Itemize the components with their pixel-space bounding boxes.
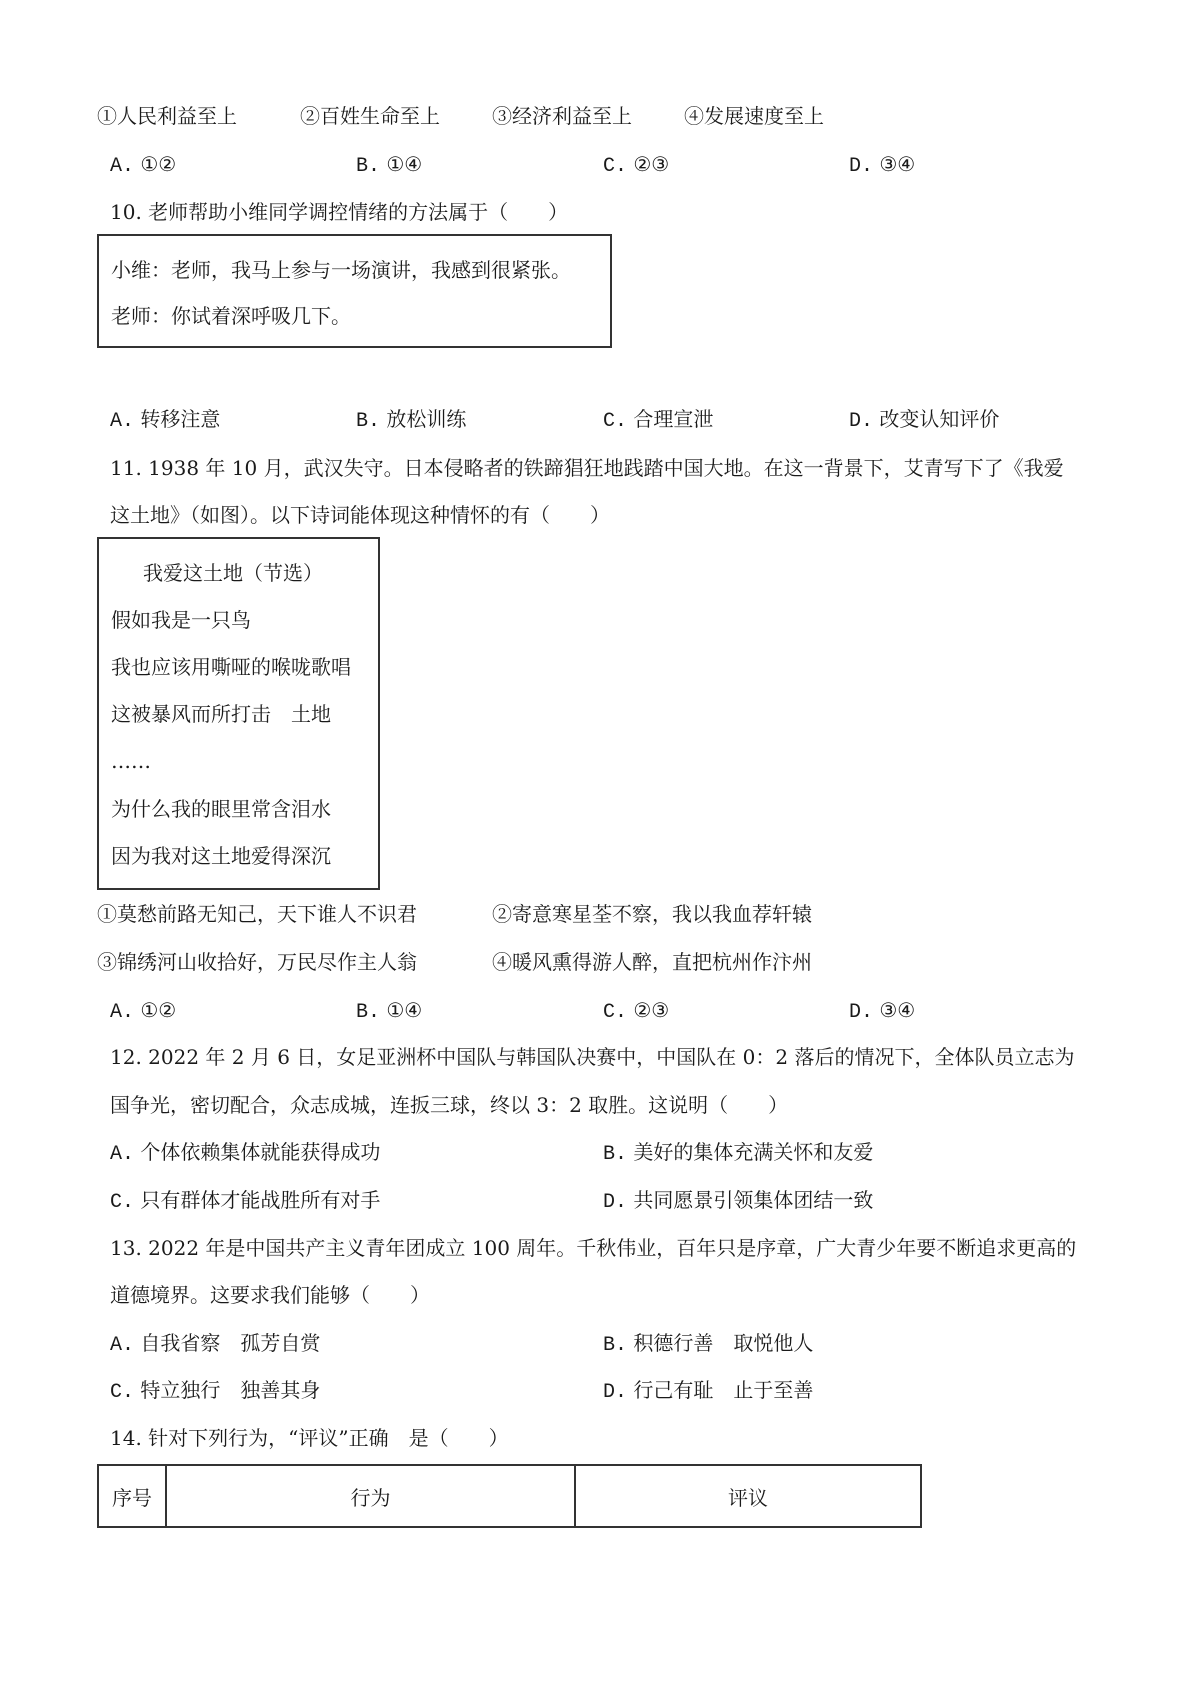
q11-poem-line-4: …… bbox=[111, 749, 151, 773]
table-header-row bbox=[98, 1465, 921, 1527]
q13-option-b[interactable]: B. 积德行善 取悦他人 bbox=[603, 1331, 814, 1357]
q12-stem-line-1: 12. 2022 年 2 月 6 日，女足亚洲杯中国队与韩国队决赛中，中国队在 0：2 落后的情况下，全体队员立志为 bbox=[110, 1045, 1075, 1069]
table-header-behavior: 行为 bbox=[166, 1465, 575, 1527]
q13-option-c[interactable]: C. 特立独行 独善其身 bbox=[110, 1378, 321, 1404]
q11-poem-line-3: 这被暴风而所打击 土地 bbox=[111, 702, 331, 726]
q9-option-b[interactable]: B. ①④ bbox=[356, 152, 423, 178]
q9-statement-1: ①人民利益至上 bbox=[97, 104, 237, 128]
q9-option-c[interactable]: C. ②③ bbox=[603, 152, 670, 178]
q11-poem-line-5: 为什么我的眼里常含泪水 bbox=[111, 797, 331, 821]
q11-stem-line-1: 11. 1938 年 10 月，武汉失守。日本侵略者的铁蹄猖狂地践踏中国大地。在这一背景下，艾青写下了《我爱 bbox=[110, 456, 1064, 480]
q10-option-c[interactable]: C. 合理宣泄 bbox=[603, 407, 714, 433]
q14-table bbox=[97, 1464, 922, 1528]
q11-poem-box bbox=[97, 537, 380, 890]
q11-option-a[interactable]: A. ①② bbox=[110, 998, 177, 1024]
q10-option-a[interactable]: A. 转移注意 bbox=[110, 407, 221, 433]
table-header-comment: 评议 bbox=[575, 1465, 921, 1527]
q11-option-d[interactable]: D. ③④ bbox=[849, 998, 916, 1024]
q10-dialogue-box bbox=[97, 234, 612, 348]
q11-poem-title: 我爱这土地（节选） bbox=[143, 561, 323, 585]
q10-dialogue-line-2: 老师：你试着深呼吸几下。 bbox=[111, 304, 351, 328]
q13-stem-line-2: 道德境界。这要求我们能够（ ） bbox=[110, 1283, 430, 1307]
q14-stem: 14. 针对下列行为，“评议”正确 是（ ） bbox=[110, 1426, 509, 1450]
q10-option-b[interactable]: B. 放松训练 bbox=[356, 407, 467, 433]
q12-option-c[interactable]: C. 只有群体才能战胜所有对手 bbox=[110, 1188, 381, 1214]
q12-option-a[interactable]: A. 个体依赖集体就能获得成功 bbox=[110, 1140, 381, 1166]
q11-option-b[interactable]: B. ①④ bbox=[356, 998, 423, 1024]
q13-option-a[interactable]: A. 自我省察 孤芳自赏 bbox=[110, 1331, 321, 1357]
q9-statement-3: ③经济利益至上 bbox=[492, 104, 632, 128]
q11-statement-2: ②寄意寒星荃不察，我以我血荐轩辕 bbox=[492, 902, 812, 926]
q13-stem-line-1: 13. 2022 年是中国共产主义青年团成立 100 周年。千秋伟业，百年只是序章，广大青少年要不断追求更高的 bbox=[110, 1236, 1077, 1260]
q10-stem: 10. 老师帮助小维同学调控情绪的方法属于（ ） bbox=[110, 200, 569, 224]
q11-option-c[interactable]: C. ②③ bbox=[603, 998, 670, 1024]
q11-stem-line-2: 这土地》（如图）。以下诗词能体现这种情怀的有（ ） bbox=[110, 503, 610, 527]
q9-statement-2: ②百姓生命至上 bbox=[300, 104, 440, 128]
q9-option-d[interactable]: D. ③④ bbox=[849, 152, 916, 178]
q12-option-d[interactable]: D. 共同愿景引领集体团结一致 bbox=[603, 1188, 874, 1214]
q10-option-d[interactable]: D. 改变认知评价 bbox=[849, 407, 1000, 433]
q9-option-a[interactable]: A. ①② bbox=[110, 152, 177, 178]
q9-statement-4: ④发展速度至上 bbox=[684, 104, 824, 128]
q12-stem-line-2: 国争光，密切配合，众志成城，连扳三球，终以 3：2 取胜。这说明（ ） bbox=[110, 1093, 789, 1117]
q11-poem-line-1: 假如我是一只鸟 bbox=[111, 608, 251, 632]
q11-statement-4: ④暖风熏得游人醉，直把杭州作汴州 bbox=[492, 950, 812, 974]
q11-statement-3: ③锦绣河山收拾好，万民尽作主人翁 bbox=[97, 950, 417, 974]
q12-option-b[interactable]: B. 美好的集体充满关怀和友爱 bbox=[603, 1140, 874, 1166]
q11-statement-1: ①莫愁前路无知己，天下谁人不识君 bbox=[97, 902, 417, 926]
table-header-index: 序号 bbox=[98, 1465, 166, 1527]
q13-option-d[interactable]: D. 行己有耻 止于至善 bbox=[603, 1378, 814, 1404]
q10-dialogue-line-1: 小维：老师，我马上参与一场演讲，我感到很紧张。 bbox=[111, 258, 571, 282]
q11-poem-line-6: 因为我对这土地爱得深沉 bbox=[111, 844, 331, 868]
q11-poem-line-2: 我也应该用嘶哑的喉咙歌唱 bbox=[111, 655, 351, 679]
